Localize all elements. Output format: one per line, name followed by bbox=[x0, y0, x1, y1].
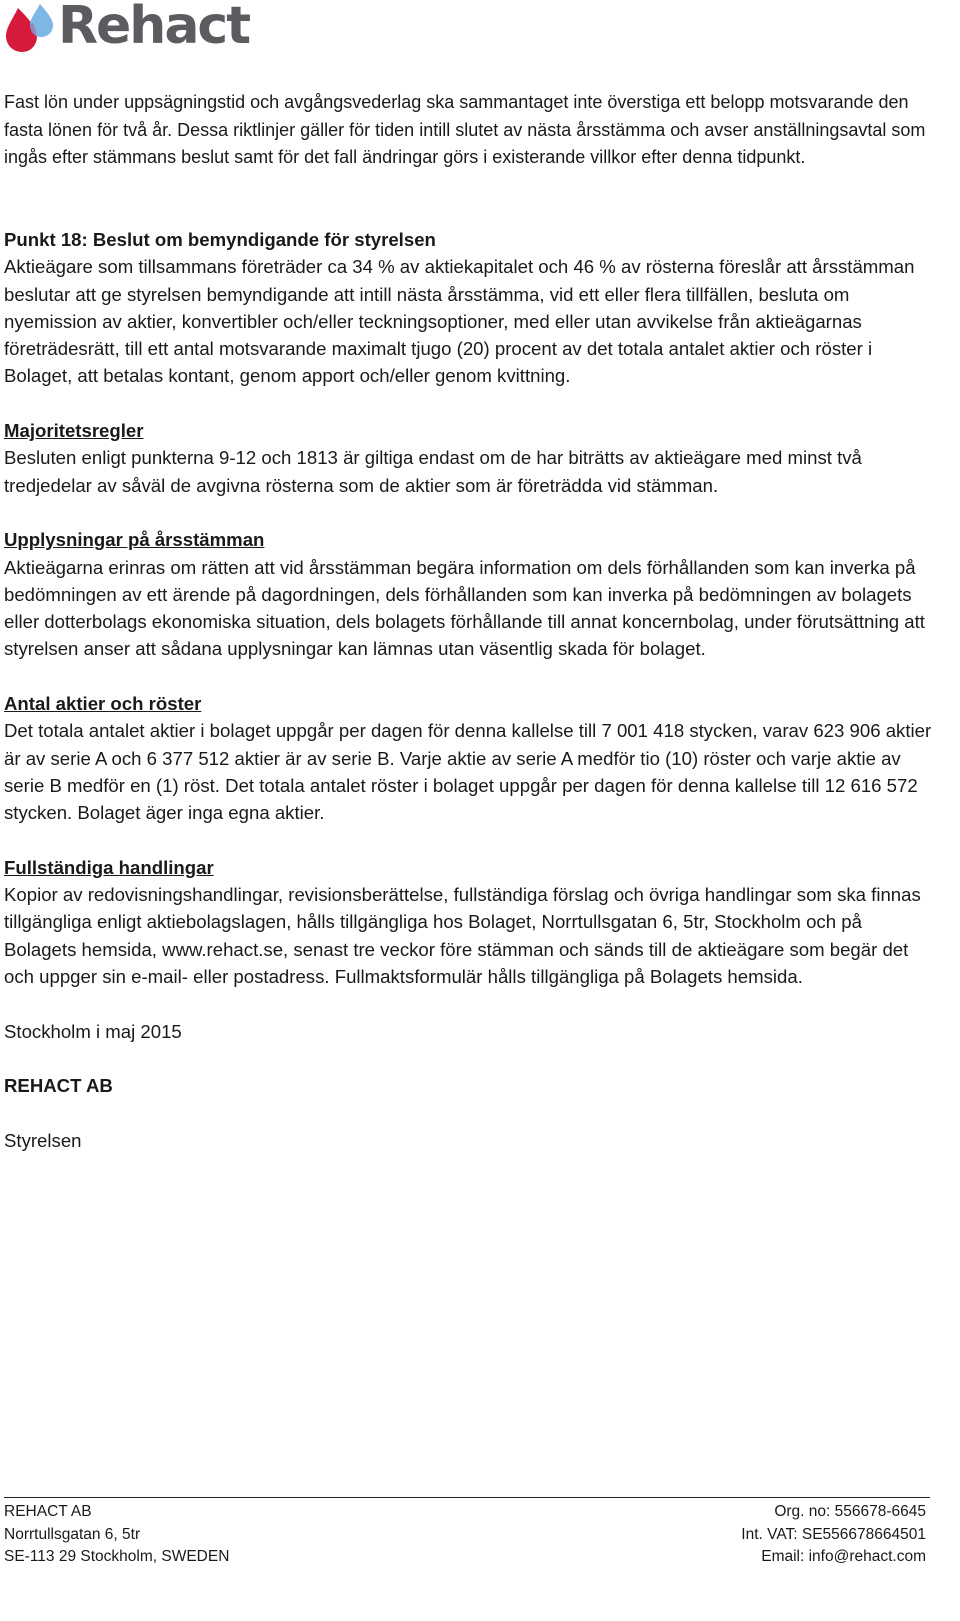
signature-place-date: Stockholm i maj 2015 bbox=[4, 1020, 182, 1042]
section-heading: Majoritetsregler bbox=[4, 420, 144, 442]
intro-paragraph: Fast lön under uppsägningstid och avgångsvederlag ska sammantaget inte överstiga ett belopp motsvarande den fasta lönen för två år. Dessa riktlinjer gäller för tiden intill slutet av nästa årsstämma och avser anställningsavtal som ingås efter stämmans beslut samt för det fall ändringar görs i existerande villkor efter denna tidpunkt. bbox=[4, 92, 926, 168]
section-body: Besluten enligt punkterna 9-12 och 1813 är giltiga endast om de har biträtts av aktieägare med minst två tredjedelar av såväl de avgivna rösterna som de aktier som är företrädda vid stämman. bbox=[4, 447, 862, 496]
footer-registration bbox=[741, 1501, 926, 1569]
section-heading: Antal aktier och röster bbox=[4, 693, 202, 715]
section-body: Aktieägare som tillsammans företräder ca 34 % av aktiekapitalet och 46 % av rösterna föreslår att årsstämman beslutar att ge styrelsen bemyndigande att intill nästa årsstämma, vid ett eller flera tillfällen, besluta om nyemission av aktier, konvertibler och/eller teckningsoptioner, med eller utan avvikelse från aktieägarnas företrädesrätt, till ett antal motsvarande maximalt tjugo (20) procent av det totala antalet aktier och röster i Bolaget, att betalas kontant, genom apport och/eller genom kvittning. bbox=[4, 256, 915, 387]
footer-divider bbox=[4, 1497, 930, 1498]
footer-street: Norrtullsgatan 6, 5tr bbox=[4, 1525, 141, 1543]
section-fullstandiga-handlingar bbox=[4, 854, 934, 990]
footer-email: Email: info@rehact.com bbox=[761, 1548, 926, 1565]
signature-company bbox=[4, 1072, 934, 1099]
footer-address bbox=[4, 1501, 229, 1569]
footer-city: SE-113 29 Stockholm, SWEDEN bbox=[4, 1548, 230, 1565]
section-majoritetsregler bbox=[4, 417, 934, 499]
signature-company-name: REHACT AB bbox=[4, 1075, 113, 1097]
signature-board: Styrelsen bbox=[4, 1129, 82, 1151]
section-body: Det totala antalet aktier i bolaget uppgår per dagen för denna kallelse till 7 001 418 stycken, varav 623 906 aktier är av serie A och 6 377 512 aktier är av serie B. Varje aktie av serie A medför tio (10) röster och varje aktie av serie B medför en (1) röst. Det totala antalet röster i bolaget uppgår per dagen för denna kallelse till 12 616 572 stycken. Bolaget äger inga egna aktier. bbox=[4, 720, 932, 824]
section-body: Aktieägarna erinras om rätten att vid årsstämman begära information om dels förhållanden som kan inverka på bedömningen av ett ärende på dagordningen, dels förhållanden som kan inverka på bedömningen av bolagets eller dotterbolags ekonomiska situation, dels bolagets förhållande till annat koncernbolag, under förutsättning att styrelsen anser att sådana upplysningar kan lämnas utan väsentlig skada för bolaget. bbox=[4, 556, 925, 660]
logo-wordmark: Rehact bbox=[58, 0, 250, 56]
section-body: Kopior av redovisningshandlingar, revisionsberättelse, fullständiga förslag och övriga handlingar som ska finnas tillgängliga enligt aktiebolagslagen, hålls tillgängliga hos Bolaget, Norrtullsgatan 6, 5tr, Stockholm och på Bolagets hemsida, www.rehact.se, senast tre veckor före stämman och sänds till de aktieägare som begär det och uppger sin e-mail- eller postadress. Fullmaktsformulär hålls tillgängliga på Bolagets hemsida. bbox=[4, 884, 921, 988]
section-heading: Punkt 18: Beslut om bemyndigande för styrelsen bbox=[4, 229, 436, 250]
section-heading: Upplysningar på årsstämman bbox=[4, 529, 265, 551]
section-upplysningar bbox=[4, 526, 934, 662]
rehact-drop-icon bbox=[4, 2, 56, 54]
document-body bbox=[4, 226, 934, 1181]
footer-company: REHACT AB bbox=[4, 1503, 92, 1520]
company-logo bbox=[4, 0, 249, 56]
section-heading: Fullständiga handlingar bbox=[4, 856, 214, 878]
footer-org-no: Org. no: 556678-6645 bbox=[774, 1503, 926, 1520]
section-punkt-18 bbox=[4, 226, 934, 390]
section-antal-aktier bbox=[4, 690, 934, 826]
footer-vat: Int. VAT: SE556678664501 bbox=[741, 1525, 926, 1543]
